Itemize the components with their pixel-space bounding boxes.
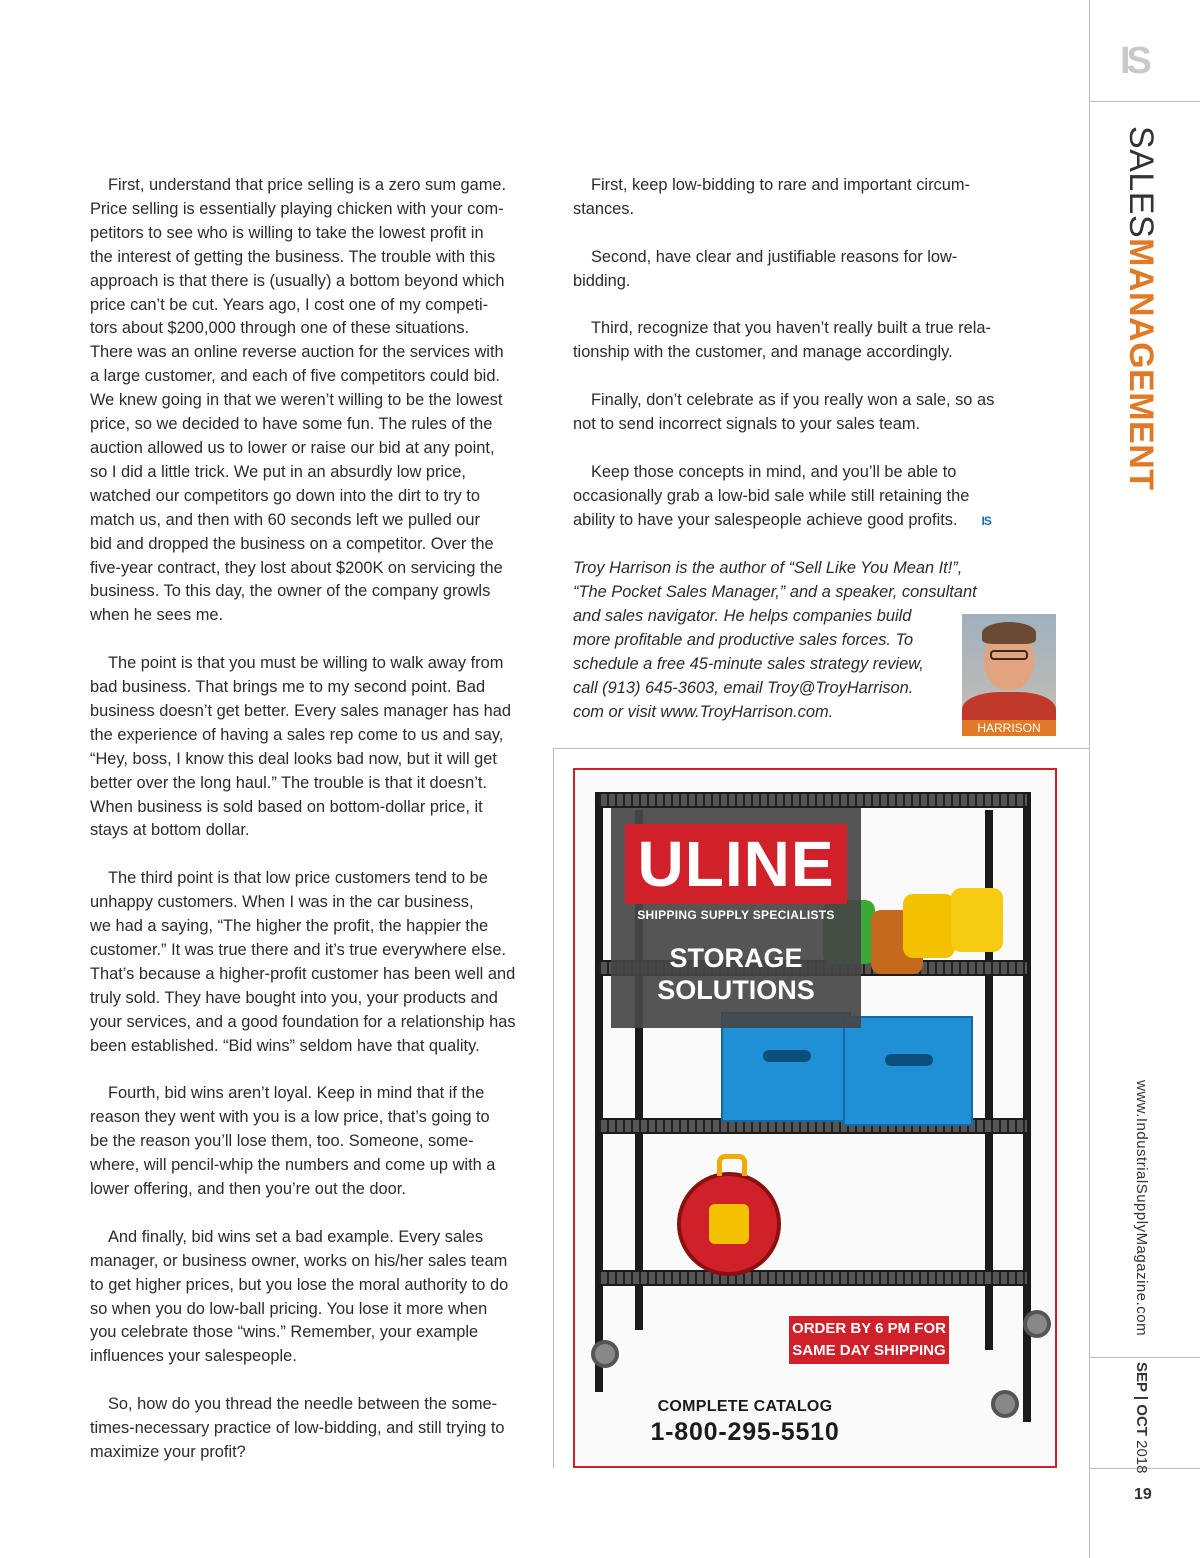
author-bio: Troy Harrison is the author of “Sell Like You Mean It!”, “The Pocket Sales Manager,” and a speaker, consultant and sales navigator. He helps companies build more profitable and productive sales forces. To schedule a free 45-minute sales strategy review, call (913) 645-3603, email Troy@TroyHarrison. com or visit www.TroyHarrison.com. — [573, 559, 977, 721]
ad-divider — [553, 748, 1089, 749]
uline-tagline: SHIPPING SUPPLY SPECIALISTS — [637, 908, 835, 922]
storage-bin — [721, 1012, 851, 1122]
catalog-callout — [635, 1398, 855, 1447]
article-column-right — [573, 174, 1019, 749]
uline-logo: ULINE — [625, 824, 847, 904]
article-paragraph: So, how do you thread the needle between the some- times-necessary practice of low-bidding, and still trying to maximize your profit? — [90, 1395, 505, 1461]
article-paragraph: And finally, bid wins set a bad example. Every sales manager, or business owner, works on his/her sales team to get higher prices, but you lose the moral authority to do so when you do low-ball pricing. You lose it more when you celebrate those “wins.” Remember, your example influences your salespeople. — [90, 1227, 509, 1366]
article-paragraph: Finally, don’t celebrate as if you really won a sale, so as not to send incorrect signals to your sales team. — [573, 391, 995, 434]
article-paragraph: The point is that you must be willing to walk away from bad business. That brings me to my second point. Bad business doesn’t get better. Every sales manager has had the experience of having a sales rep come to us and say, “Hey, boss, I know this deal looks bad now, but it will get better over the long haul.” The trouble is that it doesn’t. When business is sold based on bottom-dollar price, it stays at bottom dollar. — [90, 654, 511, 840]
catalog-label: COMPLETE CATALOG — [657, 1398, 833, 1415]
section-title-light: SALES — [1122, 126, 1160, 239]
magazine-logo: IS — [1120, 40, 1148, 82]
wire-spool — [903, 894, 955, 958]
shelf-post — [595, 792, 603, 1392]
article-paragraph: Third, recognize that you haven’t really built a true rela- tionship with the customer, and manage accordingly. — [573, 319, 991, 362]
article-column-left — [90, 174, 542, 1489]
article-paragraph: The third point is that low price customers tend to be unhappy customers. When I was in the car business, we had a saying, “The higher the profit, the happier the customer.” It was true there and it’s true everywhere else. That’s because a higher-profit customer has been well and truly sold. They have bought into you, your products and your services, and a good foundation for a relationship has been established. “Bid wins” seldom have that quality. — [90, 869, 516, 1055]
order-banner: ORDER BY 6 PM FOR SAME DAY SHIPPING — [789, 1316, 949, 1364]
section-title-bold: MANAGEMENT — [1122, 238, 1160, 491]
wire-shelf — [597, 792, 1029, 808]
uline-advertisement[interactable] — [573, 768, 1057, 1468]
caster-wheel — [591, 1340, 619, 1368]
page-number: 19 — [1134, 1486, 1152, 1503]
website-url: www.IndustrialSupplyMagazine.com — [1133, 1080, 1150, 1337]
storage-bin — [843, 1016, 973, 1126]
cord-reel — [677, 1172, 781, 1276]
ad-divider — [553, 748, 554, 1468]
caster-wheel — [1023, 1310, 1051, 1338]
photo-caption: HARRISON — [962, 720, 1056, 736]
ad-headline: STORAGE SOLUTIONS — [657, 943, 815, 1005]
catalog-phone[interactable]: 1-800-295-5510 — [650, 1418, 840, 1446]
rail-divider — [1089, 0, 1090, 1558]
rail-divider — [1089, 101, 1200, 102]
closing-text: Keep those concepts in mind, and you’ll be able to occasionally grab a low-bid sale while still retaining the ability to have your salespeople achieve good profits. — [573, 462, 970, 529]
wire-spool — [951, 888, 1003, 952]
wire-shelf — [597, 1270, 1029, 1286]
author-photo — [962, 614, 1056, 736]
article-paragraph — [573, 461, 1019, 534]
caster-wheel — [991, 1390, 1019, 1418]
section-title — [1121, 126, 1160, 491]
end-mark-icon: IS — [981, 513, 991, 528]
rail-divider — [1089, 1357, 1200, 1358]
article-paragraph: First, understand that price selling is a zero sum game. Price selling is essentially playing chicken with your com- petitors to see who is willing to take the lowest profit in the interest of getting the business. The trouble with this approach is that there is (usually) a bottom beyond which price can’t be cut. Years ago, I cost one of my competi- tors about $200,000 through one of these situations. There was an online reverse auction for the services with a large customer, and each of five competitors could bid. We knew going in that we weren’t willing to be the lowest price, so we decided to have some fun. The rules of the auction allowed us to lower or raise our bid at any point, so I did a little trick. We put in an absurdly low price, watched our competitors go down into the dirt to try to match us, and then with 60 seconds left we pulled our bid and dropped the business on a competitor. Over the five-year contract, they lost about $200K on servicing the business. To this day, the owner of the company growls when he sees me. — [90, 176, 507, 625]
article-paragraph: First, keep low-bidding to rare and important circum- stances. — [573, 176, 970, 218]
issue-year: 2018 — [1133, 1435, 1150, 1474]
issue-month: SEP | OCT — [1133, 1362, 1150, 1436]
issue-date — [1133, 1362, 1150, 1474]
article-paragraph: Second, have clear and justifiable reasons for low- bidding. — [573, 247, 958, 290]
uline-brand-panel — [611, 808, 861, 1028]
article-paragraph: Fourth, bid wins aren’t loyal. Keep in mind that if the reason they went with you is a low price, that’s going to be the reason you’ll lose them, too. Someone, some- where, will pencil-whip the numbers and come up with a lower offering, and then you’re out the door. — [90, 1084, 496, 1199]
